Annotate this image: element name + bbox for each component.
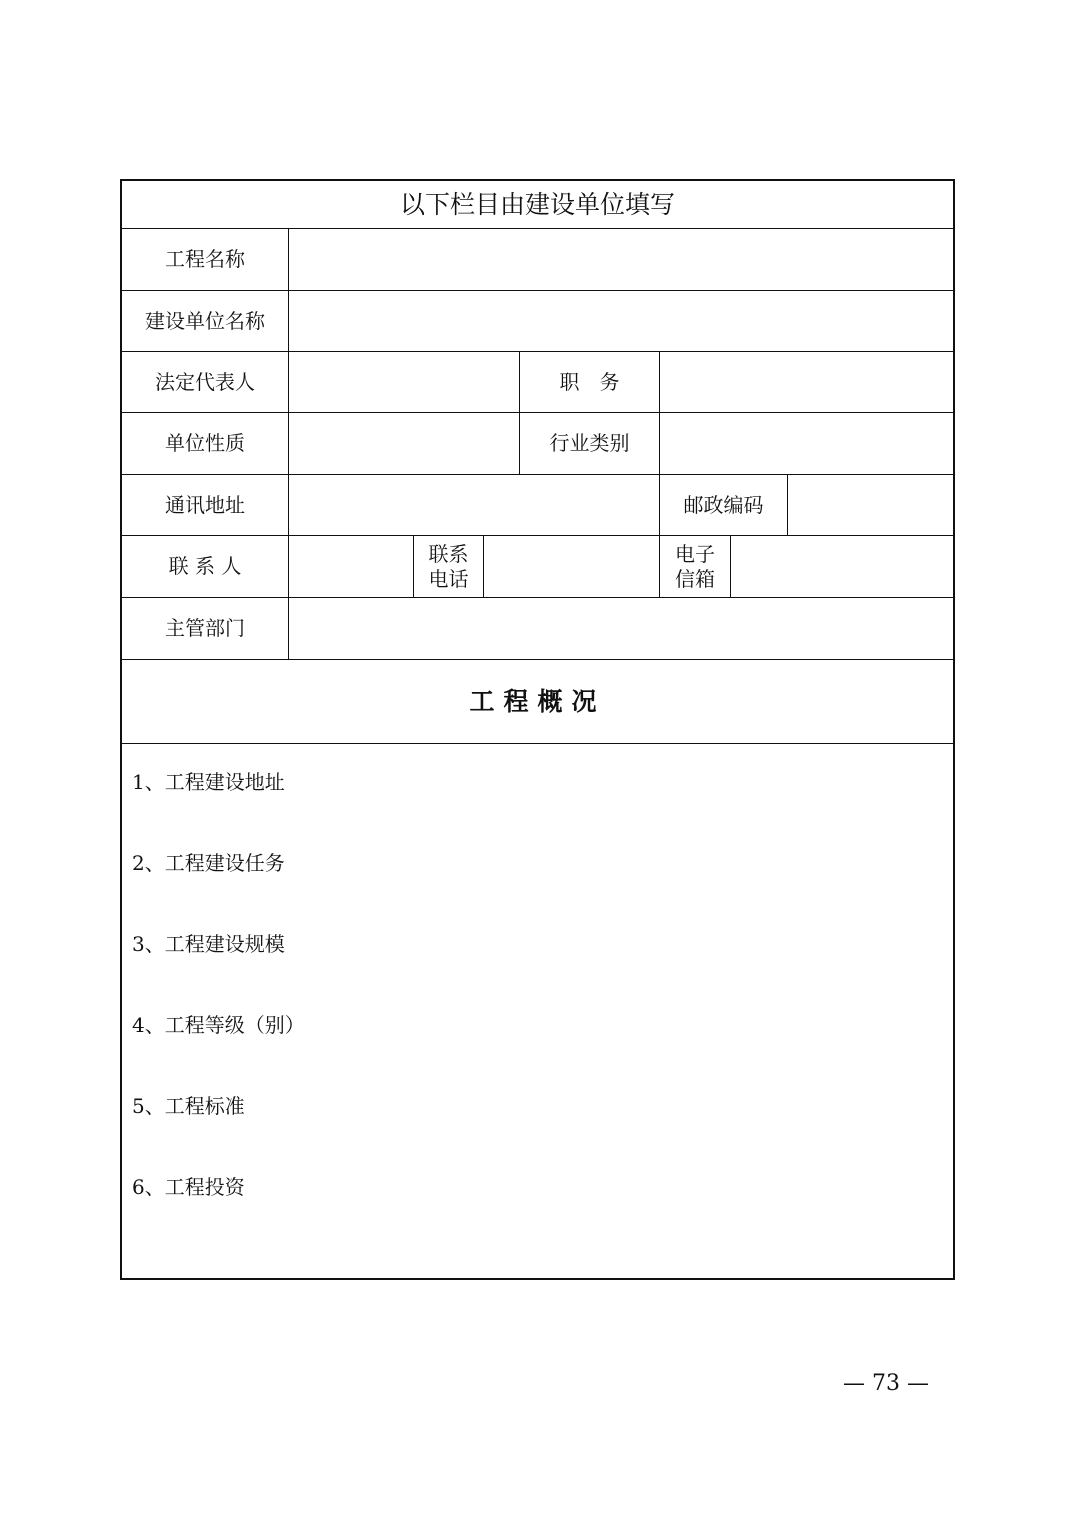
postcode-label: 邮政编码 [683, 492, 764, 517]
overview-item-standard: 5、工程标准 [132, 1094, 245, 1118]
phone-label-line2: 电话 [428, 566, 469, 591]
unit-nature-field[interactable] [290, 413, 519, 474]
department-field[interactable] [290, 598, 953, 659]
contact-field[interactable] [290, 536, 413, 597]
position-label: 职 务 [559, 369, 620, 394]
project-name-label: 工程名称 [165, 247, 245, 271]
overview-item-address: 1、工程建设地址 [132, 770, 285, 794]
unit-nature-label: 单位性质 [165, 431, 245, 455]
unit-name-label: 建设单位名称 [145, 308, 265, 333]
phone-label-line1: 联系 [428, 541, 469, 566]
form-title: 以下栏目由建设单位填写 [399, 189, 675, 219]
email-label-line1: 电子 [675, 541, 715, 566]
project-name-field[interactable] [290, 229, 953, 290]
position-field[interactable] [661, 352, 953, 412]
email-label-line2: 信箱 [675, 566, 715, 591]
construction-unit-form [120, 179, 955, 1280]
phone-label [414, 536, 483, 597]
industry-field[interactable] [661, 413, 953, 474]
overview-item-tasks: 2、工程建设任务 [132, 851, 285, 875]
email-label [660, 536, 730, 597]
overview-title: 工程概况 [469, 686, 606, 716]
address-label: 通讯地址 [165, 492, 245, 517]
overview-item-grade: 4、工程等级（别） [132, 1013, 305, 1037]
phone-field[interactable] [485, 536, 659, 597]
legal-rep-field[interactable] [290, 352, 519, 412]
contact-label: 联 系 人 [168, 554, 242, 578]
industry-label: 行业类别 [549, 431, 630, 455]
department-label: 主管部门 [165, 616, 245, 640]
page-number: — 73 — [843, 1371, 929, 1396]
legal-rep-label: 法定代表人 [155, 369, 255, 394]
overview-item-investment: 6、工程投资 [132, 1175, 245, 1199]
address-field[interactable] [290, 475, 659, 535]
overview-item-scale: 3、工程建设规模 [132, 932, 285, 956]
unit-name-field[interactable] [290, 291, 953, 351]
email-field[interactable] [732, 536, 953, 597]
postcode-field[interactable] [789, 475, 953, 535]
